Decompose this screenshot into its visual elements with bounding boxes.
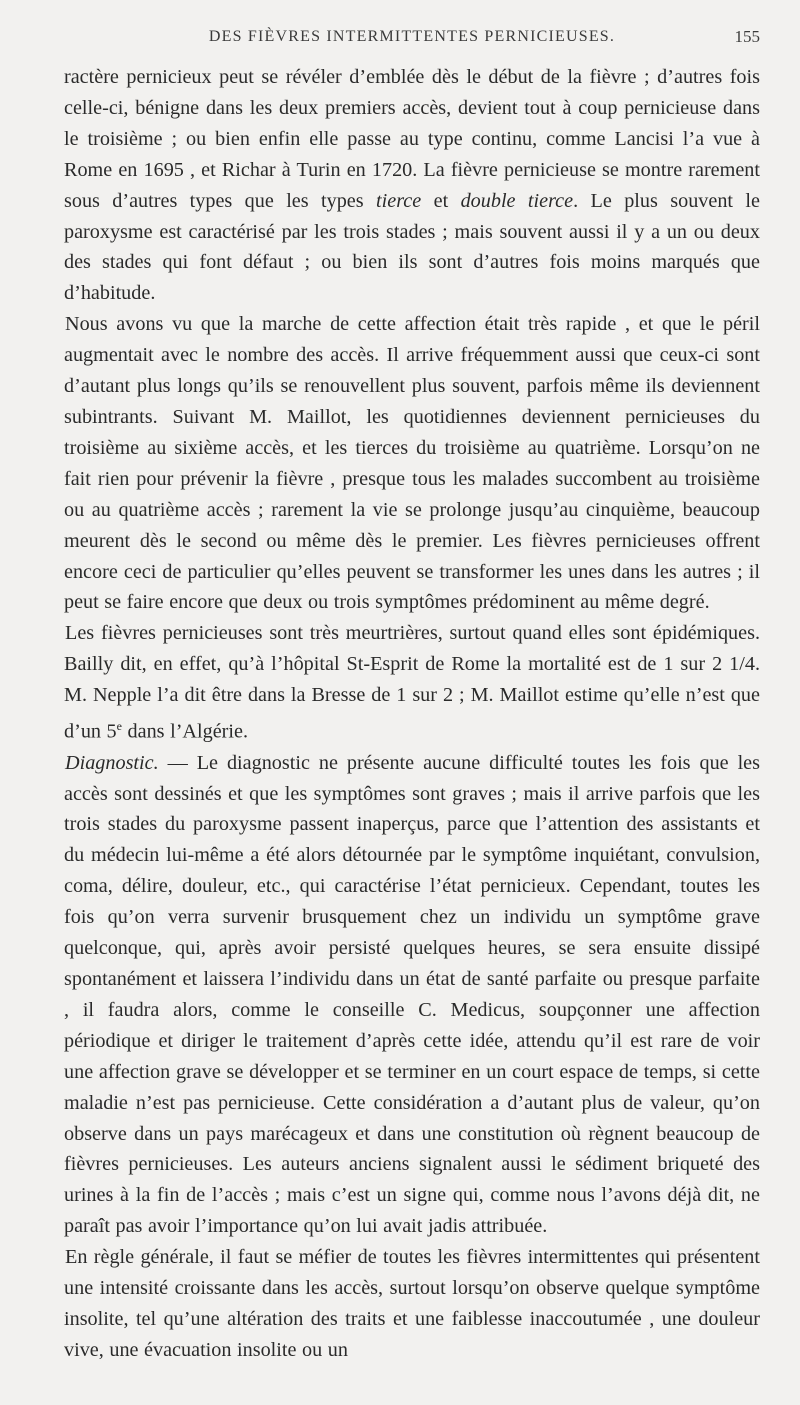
paragraph-1-text-a: ractère pernicieux peut se révéler d’emblée dès le début de la fièvre ; d’autres fois celle-ci, bénigne dans les deux premiers accès, devient tout à coup pernicieuse dans le troisième ; ou bien enfin elle passe au type continu, comme Lancisi l’a vue à Rome en 1695 , et Richar à Turin en 1720. La fièvre pernicieuse se montre rarement sous d’autres types que les types: [64, 66, 760, 212]
section-lead-diagnostic: Diagnostic.: [65, 751, 159, 774]
superscript-e: e: [116, 719, 122, 734]
paragraph-2: Nous avons vu que la marche de cette affection était très rapide , et que le péril augmentait avec le nombre des accès. Il arrive fréquemment aussi que ceux-ci sont d’autant plus longs qu’ils se renouvellent plus souvent, parfois même ils deviennent subintrants. Suivant M. Maillot, les quotidiennes deviennent pernicieuses du troisième au sixième accès, et les tierces du troisième au quatrième. Lorsqu’on ne fait rien pour prévenir la fièvre , presque tous les malades succombent au troisième ou au quatrième accès ; rarement la vie se prolonge jusqu’au cinquième, beaucoup meurent dès le second ou même dès le premier. Les fièvres pernicieuses offrent encore ceci de particulier qu’elles peuvent se transformer les unes dans les autres ; il peut se faire encore que deux ou trois symptômes prédominent au même degré.: [64, 313, 760, 614]
page-header: [64, 22, 760, 56]
paragraph-diagnostic-text: — Le diagnostic ne présente aucune difficulté toutes les fois que les accès sont dessinés et que les symptômes sont graves ; mais il arrive parfois que les trois stades du paroxysme passent inaperçus, parce que l’attention des assistants et du médecin lui-même a été alors détournée par le symptôme inquiétant, convulsion, coma, délire, douleur, etc., qui caractérise l’état pernicieux. Cependant, toutes les fois qu’on verra survenir brusquement chez un individu un symptôme grave quelconque, qui, après avoir persisté quelques heures, se sera ensuite dissipé spontanément et laissera l’individu dans un état de santé parfaite ou presque parfaite , il faudra alors, comme le conseille C. Medicus, soupçonner une affection périodique et diriger le traitement d’après cette idée, attendu qu’il est rare de voir une affection grave se développer et se terminer en un court espace de temps, si cette maladie n’est pas pernicieuse. Cette considération a d’autant plus de valeur, qu’on observe dans un pays marécageux et dans une constitution où règnent beaucoup de fièvres pernicieuses. Les auteurs anciens signalent aussi le sédiment briqueté des urines à la fin de l’accès ; mais c’est un signe qui, comme nous l’avons déjà dit, ne paraît pas avoir l’importance qu’on lui avait jadis attribuée.: [64, 751, 760, 1238]
italic-term-double-tierce: double tierce: [460, 189, 574, 212]
paragraph-3-text-a: Les fièvres pernicieuses sont très meurtrières, surtout quand elles sont épidémiques. Bailly dit, en effet, qu’à l’hôpital St-Esprit de Rome la mortalité est de 1 sur 2 1/4. M. Nepple l’a dit être dans la Bresse de 1 sur 2 ; M. Maillot estime qu’elle n’est que d’un 5: [64, 622, 760, 743]
paragraph-5: En règle générale, il faut se méfier de toutes les fièvres intermittentes qui présentent une intensité croissante dans les accès, surtout lorsqu’on observe quelque symptôme insolite, tel qu’une altération des traits et une faiblesse inaccoutumée , une douleur vive, une évacuation insolite ou un: [64, 1246, 760, 1361]
body-text: [64, 62, 760, 1366]
paragraph-3: [64, 618, 760, 747]
paragraph-diagnostic: [64, 748, 760, 1243]
paragraph-3-text-b: dans l’Algérie.: [121, 720, 248, 743]
italic-term-tierce: tierce: [376, 189, 422, 212]
paragraph-1: [64, 62, 760, 309]
page-number: 155: [734, 27, 760, 46]
paragraph-1-text-b: et: [421, 189, 461, 212]
paragraph-1-text-c: . Le plus souvent le paroxysme est caractérisé par les trois stades ; mais souvent aussi il y a un ou deux des stades qui font défaut ; ou bien ils sont d’autres fois moins marqués que d’habitude.: [64, 189, 760, 305]
running-title: DES FIÈVRES INTERMITTENTES PERNICIEUSES.: [208, 28, 616, 45]
